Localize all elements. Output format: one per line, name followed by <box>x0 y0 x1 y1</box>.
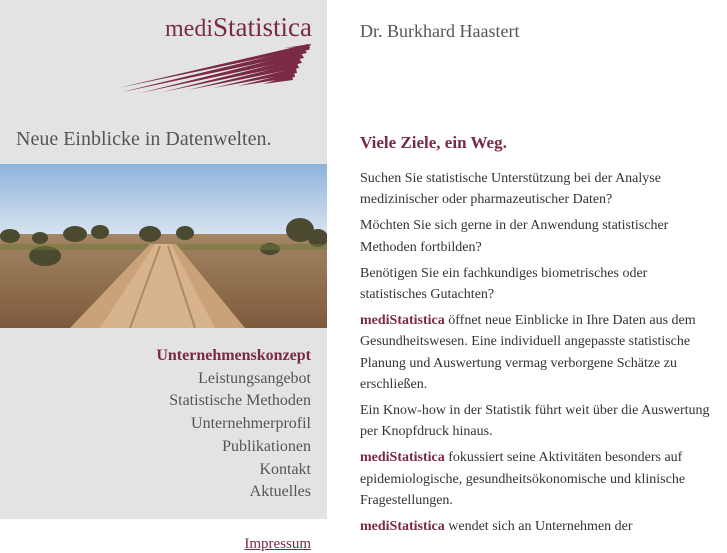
nav-item-unternehmenskonzept[interactable]: Unternehmenskonzept <box>156 347 311 364</box>
author-name: Dr. Burkhard Haastert <box>360 21 520 41</box>
paragraph-6 <box>360 447 710 511</box>
nav-item-statistische-methoden[interactable]: Statistische Methoden <box>169 392 311 410</box>
paragraph-4-text: öffnet neue Einblicke in Ihre Daten aus dem Gesundheitswesen. Eine individuell angepasste statistische Planung und Auswertung vermag verborgene Schätze zu erschließen. <box>360 313 696 392</box>
paragraph-7 <box>360 516 710 537</box>
paragraph-5: Ein Know-how in der Statistik führt weit über die Auswertung per Knopfdruck hinaus. <box>360 403 710 440</box>
impressum-link[interactable]: Impressum <box>244 536 311 552</box>
nav-item-publikationen[interactable]: Publikationen <box>222 437 311 455</box>
logo-prefix: medi <box>165 16 214 42</box>
paragraph-6-text: fokussiert seine Aktivitäten besonders auf epidemiologische, gesundheitsökonomische und klinische Fragestellungen. <box>360 450 686 508</box>
nav-item-unternehmerprofil[interactable]: Unternehmerprofil <box>191 415 311 433</box>
tagline: Neue Einblicke in Datenwelten. <box>16 128 272 150</box>
logo[interactable] <box>165 12 312 43</box>
brand-name: mediStatistica <box>360 313 445 329</box>
paragraph-7-text: wendet sich an Unternehmen der <box>444 519 633 535</box>
logo-rays-icon <box>118 42 313 94</box>
page-headline: Viele Ziele, ein Weg. <box>360 133 507 152</box>
nav-item-kontakt[interactable]: Kontakt <box>259 460 311 478</box>
logo-area <box>0 0 327 164</box>
paragraph-4 <box>360 310 710 395</box>
nav-item-leistungsangebot[interactable]: Leistungsangebot <box>198 369 311 387</box>
logo-main: Statistica <box>213 12 312 42</box>
paragraph-3: Benötigen Sie ein fachkundiges biometrisches oder statistisches Gutachten? <box>360 265 648 303</box>
brand-name: mediStatistica <box>360 450 445 466</box>
paragraph-1: Suchen Sie statistische Unterstützung bei der Analyse medizinischer oder pharmazeutischer Daten? <box>360 171 661 208</box>
main-nav <box>156 345 311 504</box>
brand-name: mediStatistica <box>360 519 445 535</box>
paragraph-2: Möchten Sie sich gerne in der Anwendung statistischer Methoden fortbilden? <box>360 218 669 255</box>
left-column <box>0 0 327 552</box>
nav-item-aktuelles[interactable]: Aktuelles <box>249 483 311 501</box>
landscape-photo <box>0 164 327 328</box>
main-content <box>360 168 710 542</box>
